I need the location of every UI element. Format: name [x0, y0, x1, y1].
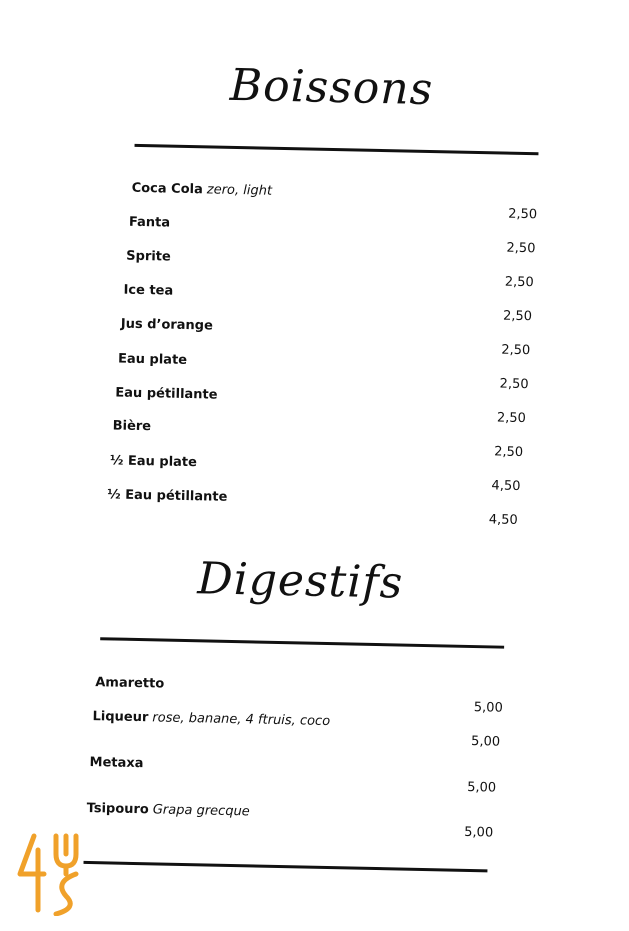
menu-item — [131, 181, 272, 199]
item-name: Eau pétillante — [115, 385, 218, 403]
item-price: 4,50 — [488, 512, 518, 528]
menu-item — [107, 487, 227, 505]
item-name: Liqueur — [92, 709, 149, 726]
item-price: 4,50 — [491, 478, 521, 494]
item-name: Metaxa — [89, 755, 144, 772]
menu-item — [126, 249, 171, 265]
item-desc: Grapa grecque — [152, 802, 250, 820]
item-price: 5,00 — [470, 734, 501, 750]
menu-item — [113, 418, 152, 434]
menu-item — [95, 675, 164, 691]
item-price: 5,00 — [473, 700, 503, 716]
menu-item — [118, 352, 187, 368]
section-rule — [100, 637, 504, 648]
menu-item — [89, 755, 143, 771]
item-name: Coca Cola — [131, 180, 203, 198]
section-rule — [135, 144, 539, 155]
menu-item — [123, 283, 173, 299]
item-name: Bière — [112, 418, 152, 435]
section-title-digestifs: Digestifs — [196, 553, 404, 609]
item-price: 5,00 — [467, 779, 497, 796]
item-name: Amaretto — [95, 675, 165, 692]
item-price: 2,50 — [499, 376, 529, 393]
menu-item — [92, 709, 330, 729]
menu-item — [129, 215, 170, 231]
item-desc: rose, banane, 4 ftruis, coco — [152, 710, 331, 730]
item-price: 2,50 — [508, 206, 538, 223]
item-price: 2,50 — [502, 308, 533, 325]
item-name: ½ Eau plate — [109, 453, 198, 471]
item-price: 2,50 — [496, 410, 527, 427]
menu-item — [86, 801, 249, 819]
item-name: Eau plate — [117, 351, 188, 368]
item-name: Ice tea — [123, 282, 174, 299]
item-price: 2,50 — [506, 240, 536, 257]
item-name: ½ Eau pétillante — [107, 487, 228, 505]
item-name: Sprite — [126, 248, 171, 265]
item-name: Jus d’orange — [120, 316, 214, 334]
item-name: Tsipouro — [86, 800, 149, 818]
item-price: 2,50 — [494, 444, 524, 461]
item-price: 2,50 — [504, 274, 534, 291]
item-price: 5,00 — [464, 824, 494, 841]
menu-item — [121, 317, 213, 334]
item-name: Fanta — [128, 214, 171, 231]
fork-plate-logo-icon — [14, 830, 92, 916]
section-title-boissons: Boissons — [229, 59, 434, 116]
item-price: 2,50 — [501, 342, 531, 359]
menu-item — [115, 385, 217, 402]
footer-rule — [83, 861, 487, 872]
item-desc: zero, light — [206, 182, 273, 199]
menu-item — [110, 453, 197, 470]
